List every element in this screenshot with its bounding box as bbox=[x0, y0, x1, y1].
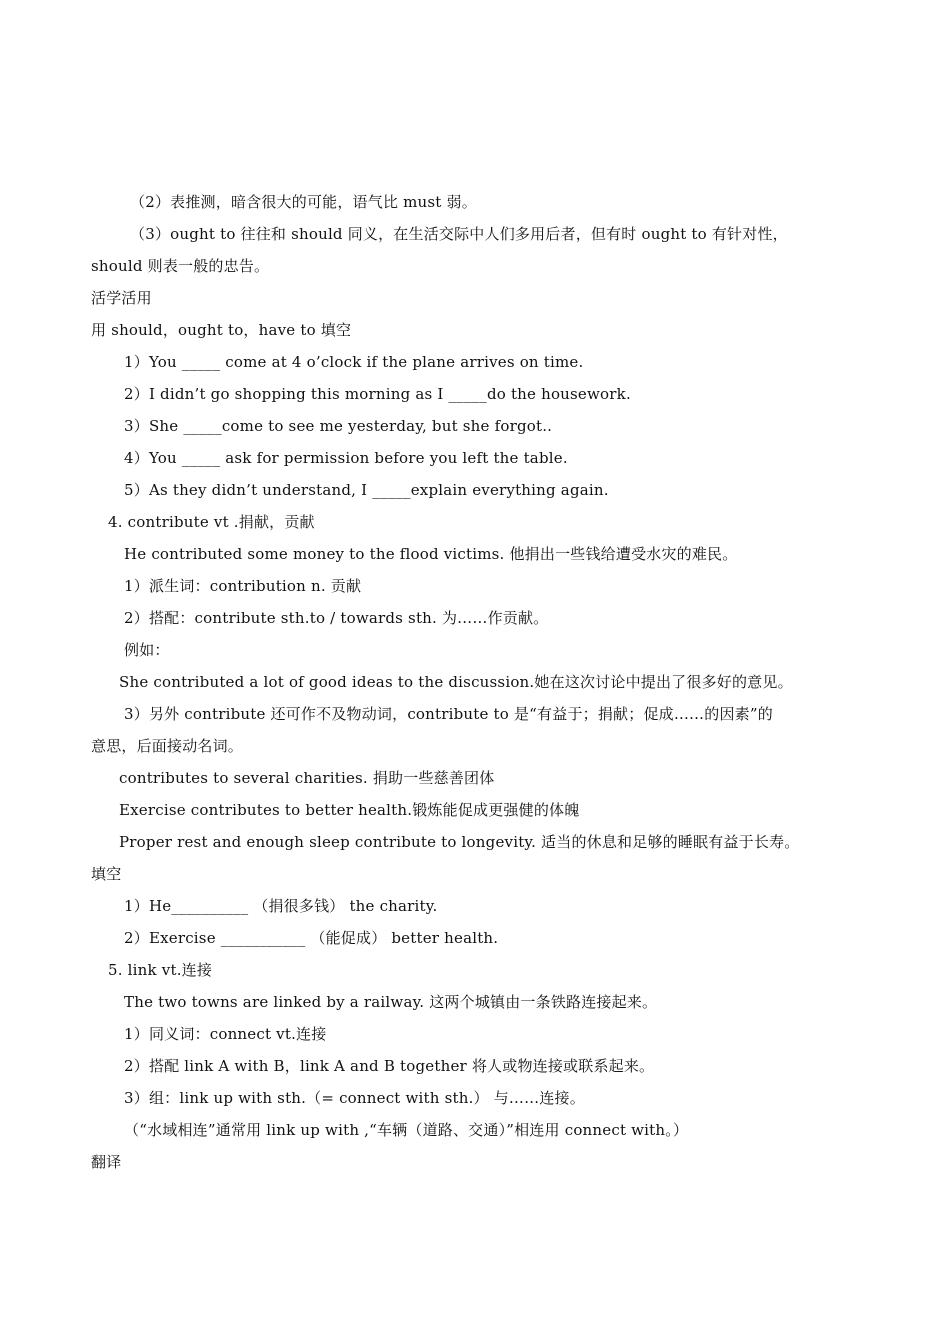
text-line: （2）表推测，暗含很大的可能，语气比 must 弱。 bbox=[130, 193, 477, 211]
exercise-item: 5）As they didn’t understand, I _____explain everything again. bbox=[124, 481, 609, 499]
section-heading: 翻译 bbox=[91, 1153, 122, 1171]
text-line: （3）ought to 往往和 should 同义，在生活交际中人们多用后者，但有时 ought to 有针对性， bbox=[130, 225, 788, 243]
text-line: 意思，后面接动名词。 bbox=[91, 737, 244, 755]
text-line: 2）搭配 link A with B，link A and B together 将人或物连接或联系起来。 bbox=[124, 1057, 655, 1075]
example-sentence: He contributed some money to the flood victims. 他捐出一些钱给遭受水灾的难民。 bbox=[124, 545, 738, 563]
text-line: 2）搭配：contribute sth.to / towards sth. 为……作贡献。 bbox=[124, 609, 549, 627]
example-sentence: The two towns are linked by a railway. 这两个城镇由一条铁路连接起来。 bbox=[124, 993, 658, 1011]
text-line: 3）组：link up with sth.（= connect with sth.） 与……连接。 bbox=[124, 1089, 585, 1107]
exercise-instruction: 用 should，ought to，have to 填空 bbox=[91, 321, 352, 339]
text-line: should 则表一般的忠告。 bbox=[91, 257, 270, 275]
example-sentence: Exercise contributes to better health.锻炼能促成更强健的体魄 bbox=[119, 801, 580, 819]
exercise-item: 2）I didn’t go shopping this morning as I _____do the housework. bbox=[124, 385, 631, 403]
text-line: 1）同义词：connect vt.连接 bbox=[124, 1025, 327, 1043]
example-sentence: Proper rest and enough sleep contribute to longevity. 适当的休息和足够的睡眠有益于长寿。 bbox=[119, 833, 800, 851]
text-line: 3）另外 contribute 还可作不及物动词，contribute to 是“有益于；捐献；促成……的因素”的 bbox=[124, 705, 773, 723]
exercise-item: 4）You _____ ask for permission before you left the table. bbox=[124, 449, 568, 467]
vocab-heading: 4. contribute vt .捐献，贡献 bbox=[108, 513, 315, 531]
vocab-heading: 5. link vt.连接 bbox=[108, 961, 213, 979]
example-sentence: She contributed a lot of good ideas to the discussion.她在这次讨论中提出了很多好的意见。 bbox=[119, 673, 793, 691]
example-sentence: contributes to several charities. 捐助一些慈善团体 bbox=[119, 769, 495, 787]
exercise-item: 2）Exercise ___________ （能促成） better health. bbox=[124, 929, 499, 947]
text-line: 1）派生词：contribution n. 贡献 bbox=[124, 577, 362, 595]
exercise-item: 1）You _____ come at 4 o’clock if the plane arrives on time. bbox=[124, 353, 584, 371]
text-line: 例如： bbox=[124, 641, 170, 659]
section-heading: 填空 bbox=[91, 865, 122, 883]
text-line: （“水域相连”通常用 link up with ,“车辆（道路、交通）”相连用 connect with。） bbox=[124, 1121, 689, 1139]
exercise-item: 3）She _____come to see me yesterday, but she forgot.. bbox=[124, 417, 553, 435]
exercise-item: 1）He__________ （捐很多钱） the charity. bbox=[124, 897, 438, 915]
section-heading: 活学活用 bbox=[91, 289, 152, 307]
